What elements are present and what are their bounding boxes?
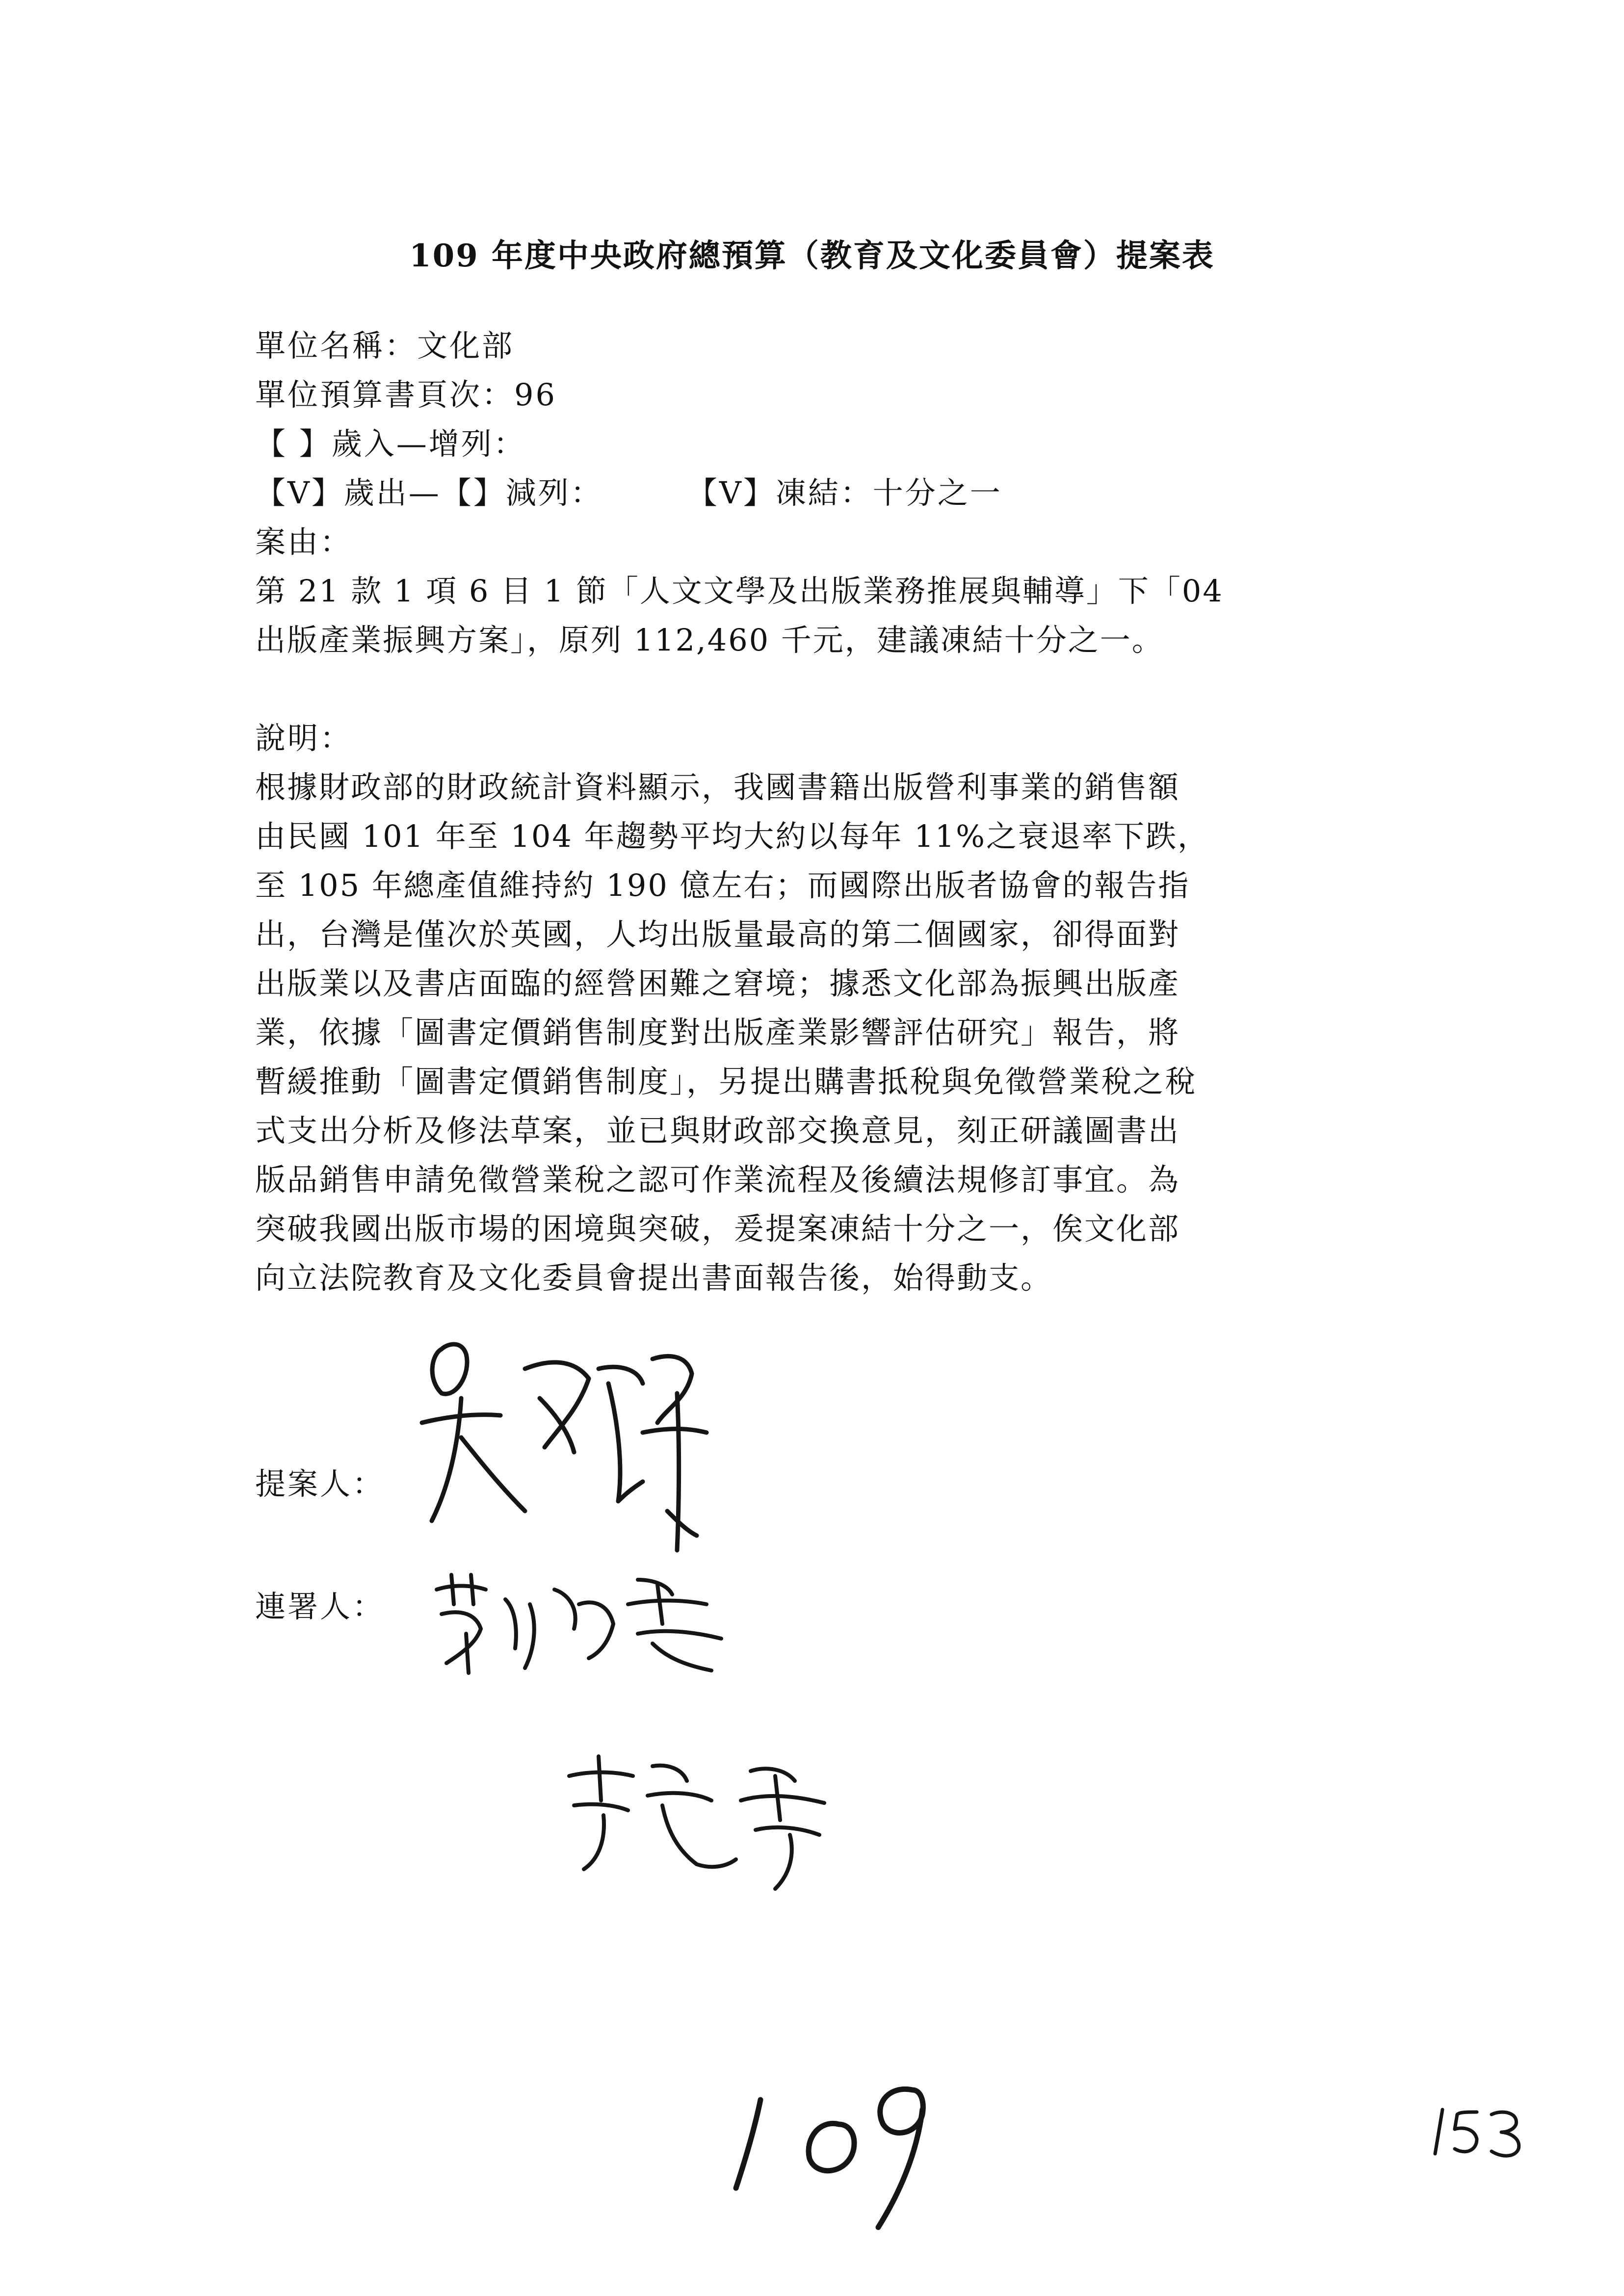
cosigner-signature xyxy=(559,1747,864,1894)
case-text-line: 第 21 款 1 項 6 目 1 節「人文文學及出版業務推展與輔導」下「04 xyxy=(255,573,1224,609)
proposer-label: 提案人： xyxy=(255,1466,385,1502)
explanation-text-line: 突破我國出版市場的困境與突破，爰提案凍結十分之一，俟文化部 xyxy=(255,1211,1180,1247)
explanation-text-line: 出版業以及書店面臨的經營困難之窘境；據悉文化部為振興出版產 xyxy=(255,965,1180,1001)
handwritten-page-number xyxy=(726,2061,962,2232)
explanation-text-line: 業，依據「圖書定價銷售制度對出版產業影響評估研究」報告，將 xyxy=(255,1015,1180,1050)
case-text-line: 出版產業振興方案」，原列 112,460 千元，建議凍結十分之一。 xyxy=(255,622,1164,658)
expenditure-checkbox-line: 【V】歲出—【】減列： xyxy=(255,475,603,511)
explanation-text-line: 根據財政部的財政統計資料顯示，我國書籍出版營利事業的銷售額 xyxy=(255,769,1180,805)
explanation-text-line: 暫緩推動「圖書定價銷售制度」，另提出購書抵稅與免徵營業稅之稅 xyxy=(255,1064,1197,1099)
freeze-checkbox-line: 【V】凍結：十分之一 xyxy=(687,475,1002,511)
cosigner-signature xyxy=(432,1560,736,1683)
revenue-checkbox-line: 【 】歲入—增列： xyxy=(255,426,526,462)
case-label: 案由： xyxy=(255,524,353,560)
cosigner-label: 連署人： xyxy=(255,1589,385,1624)
unit-name-field: 單位名稱：文化部 xyxy=(255,328,515,364)
explanation-text-line: 至 105 年總產值維持約 190 億左右；而國際出版者協會的報告指 xyxy=(255,867,1190,903)
handwritten-corner-number xyxy=(1428,2100,1536,2164)
document-title: 109 年度中央政府總預算（教育及文化委員會）提案表 xyxy=(409,237,1215,274)
budget-page-field: 單位預算書頁次：96 xyxy=(255,377,557,413)
proposer-signature xyxy=(412,1325,756,1570)
explanation-text-line: 由民國 101 年至 104 年趨勢平均大約以每年 11%之衰退率下跌， xyxy=(255,818,1210,854)
explanation-label: 說明： xyxy=(255,720,353,756)
explanation-text-line: 出，台灣是僅次於英國，人均出版量最高的第二個國家，卻得面對 xyxy=(255,916,1180,952)
explanation-text-line: 向立法院教育及文化委員會提出書面報告後，始得動支。 xyxy=(255,1260,1053,1296)
explanation-text-line: 式支出分析及修法草案，並已與財政部交換意見，刻正研議圖書出 xyxy=(255,1113,1180,1148)
explanation-text-line: 版品銷售申請免徵營業稅之認可作業流程及後續法規修訂事宜。為 xyxy=(255,1162,1180,1198)
